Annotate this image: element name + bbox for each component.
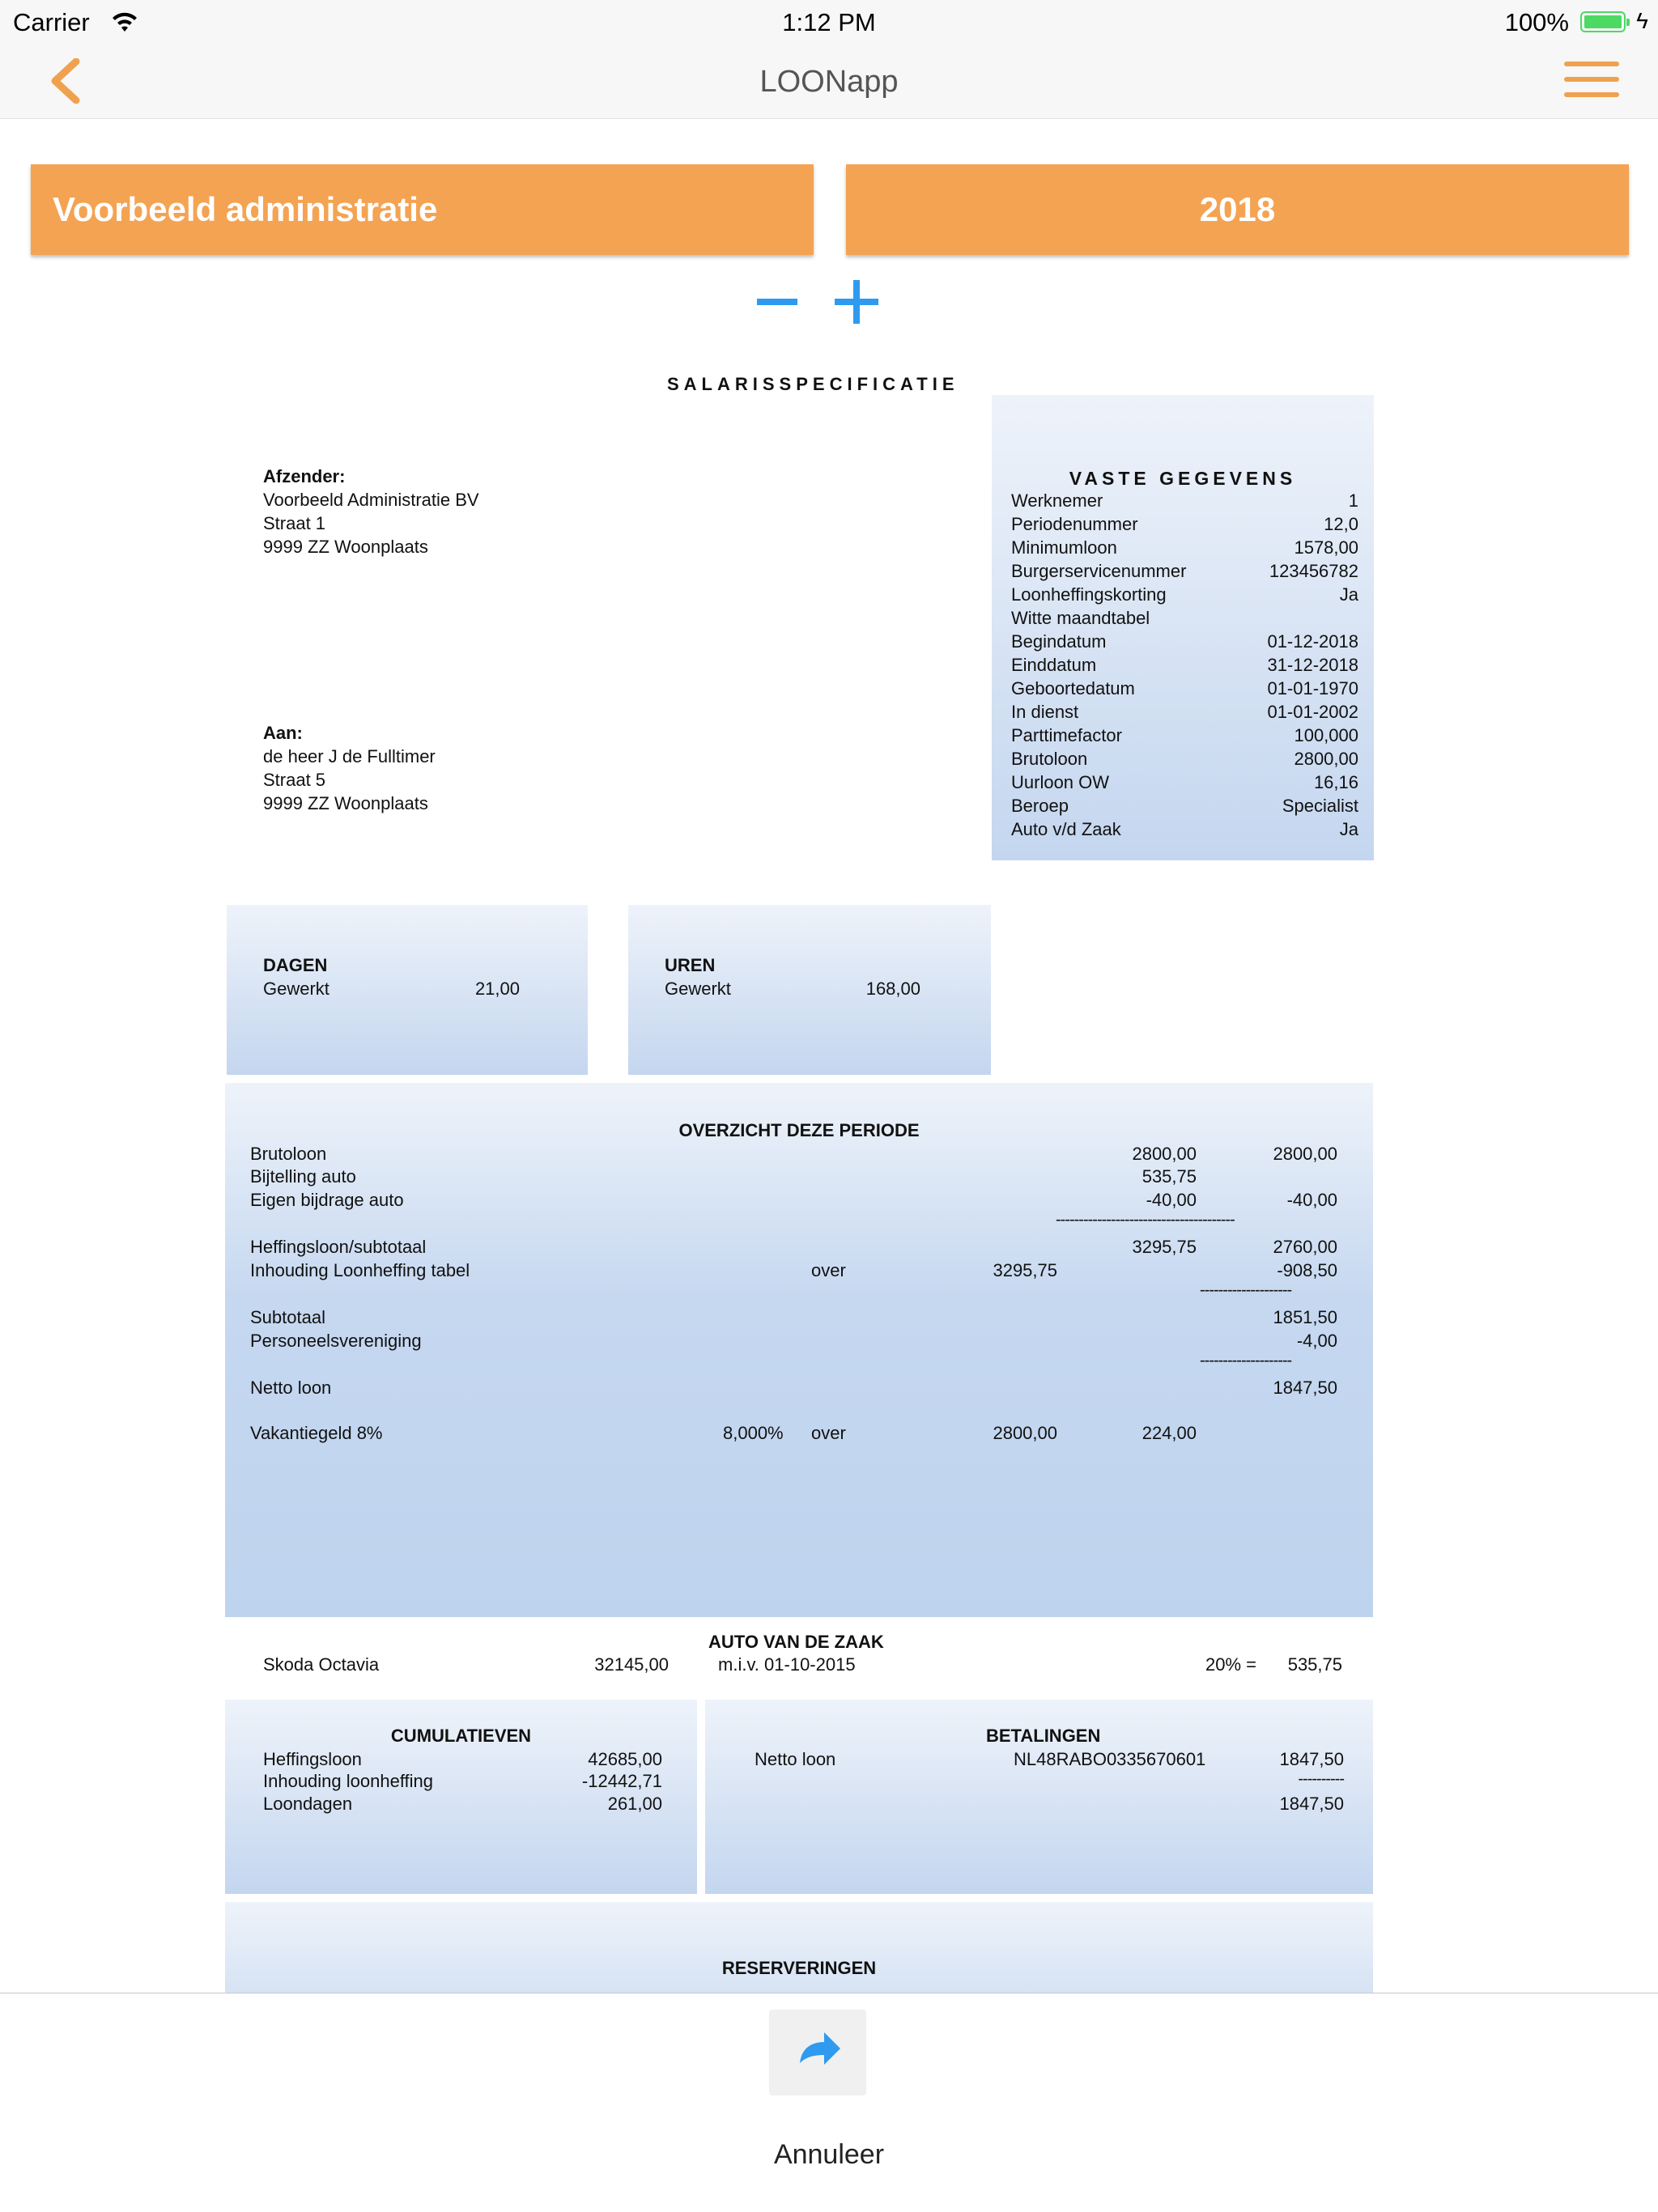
company-car-pct: 20% = bbox=[1205, 1654, 1256, 1675]
fixed-data-value: Specialist bbox=[1282, 796, 1358, 816]
hours-label: Gewerkt bbox=[665, 979, 731, 999]
fixed-data-label: Loonheffingskorting bbox=[1011, 584, 1167, 605]
fixed-data-value: 1578,00 bbox=[1294, 537, 1358, 558]
cancel-button[interactable]: Annuleer bbox=[773, 2139, 885, 2170]
inhouding-base: 3295,75 bbox=[993, 1260, 1057, 1280]
separator-line: -------------------- bbox=[1200, 1281, 1292, 1299]
fixed-data-label: Parttimefactor bbox=[1011, 725, 1122, 745]
cumulative-label: Heffingsloon bbox=[263, 1749, 362, 1769]
vakantiegeld-c1: 224,00 bbox=[1141, 1423, 1197, 1443]
fixed-data-label: Werknemer bbox=[1011, 490, 1103, 511]
fixed-data-value: 123456782 bbox=[1269, 561, 1358, 581]
company-car-heading: AUTO VAN DE ZAAK bbox=[708, 1632, 884, 1652]
payments-iban: NL48RABO0335670601 bbox=[1014, 1749, 1206, 1769]
battery-percent: 100% bbox=[1504, 8, 1569, 36]
fixed-data-value: Ja bbox=[1339, 584, 1358, 605]
fixed-data-label: Auto v/d Zaak bbox=[1011, 819, 1121, 839]
fixed-data-value: 1 bbox=[1348, 490, 1358, 511]
recipient-line: 9999 ZZ Woonplaats bbox=[263, 793, 428, 813]
plus-icon[interactable] bbox=[828, 274, 885, 330]
cumulative-value: 261,00 bbox=[607, 1794, 662, 1814]
minus-icon[interactable] bbox=[749, 274, 806, 330]
payments-label: Netto loon bbox=[755, 1749, 836, 1769]
status-bar bbox=[0, 0, 1658, 44]
cumulative-heading: CUMULATIEVEN bbox=[390, 1726, 532, 1746]
fixed-data-label: Geboortedatum bbox=[1011, 678, 1135, 698]
fixed-data-label: Beroep bbox=[1011, 796, 1069, 816]
fixed-data-label: Einddatum bbox=[1011, 655, 1097, 675]
share-button[interactable] bbox=[769, 2010, 866, 2095]
heffingsloon-label: Heffingsloon/subtotaal bbox=[250, 1237, 427, 1257]
personeel-c2: -4,00 bbox=[1296, 1331, 1337, 1351]
page-title: LOONapp bbox=[759, 65, 899, 99]
fixed-data-label: Begindatum bbox=[1011, 631, 1107, 652]
company-car-since: m.i.v. 01-10-2015 bbox=[718, 1654, 856, 1675]
fixed-data-label: Brutoloon bbox=[1011, 749, 1088, 769]
administration-selector-button[interactable]: Voorbeeld administratie bbox=[31, 164, 814, 255]
subtotaal-c2: 1851,50 bbox=[1273, 1307, 1337, 1327]
bottom-toolbar bbox=[0, 1993, 1658, 2212]
bijtelling-label: Bijtelling auto bbox=[250, 1166, 356, 1187]
heffingsloon-c2: 2760,00 bbox=[1273, 1237, 1337, 1257]
company-car-model: Skoda Octavia bbox=[263, 1654, 380, 1675]
period-heading: OVERZICHT DEZE PERIODE bbox=[678, 1120, 920, 1140]
hamburger-menu-icon[interactable] bbox=[1564, 62, 1619, 99]
hours-value: 168,00 bbox=[865, 979, 920, 999]
fixed-data-panel bbox=[992, 395, 1374, 860]
separator-line: --------------------------------------- bbox=[1056, 1211, 1235, 1229]
vakantiegeld-over: over bbox=[811, 1423, 846, 1443]
payments-heading: BETALINGEN bbox=[986, 1726, 1101, 1746]
cumulative-value: -12442,71 bbox=[581, 1771, 662, 1791]
inhouding-label: Inhouding Loonheffing tabel bbox=[250, 1260, 470, 1280]
brutoloon-label: Brutoloon bbox=[250, 1144, 327, 1164]
reserves-panel bbox=[225, 1902, 1373, 1993]
separator-line: -------------------- bbox=[1200, 1352, 1292, 1369]
fixed-data-value: 16,16 bbox=[1313, 772, 1358, 792]
separator-line: ---------- bbox=[1298, 1770, 1344, 1788]
payslip-document bbox=[0, 348, 1658, 1993]
navigation-bar bbox=[0, 44, 1658, 119]
cumulative-value: 42685,00 bbox=[588, 1749, 662, 1769]
clock: 1:12 PM bbox=[782, 8, 876, 36]
carrier-label: Carrier bbox=[13, 8, 90, 36]
fixed-data-label: Periodenummer bbox=[1011, 514, 1138, 534]
fixed-data-value: Ja bbox=[1339, 819, 1358, 839]
cumulative-label: Loondagen bbox=[263, 1794, 353, 1814]
brutoloon-c1: 2800,00 bbox=[1132, 1144, 1197, 1164]
sender-line: 9999 ZZ Woonplaats bbox=[263, 537, 428, 557]
cumulative-label: Inhouding loonheffing bbox=[263, 1771, 434, 1791]
fixed-data-value: 100,000 bbox=[1294, 725, 1358, 745]
vakantiegeld-pct: 8,000% bbox=[723, 1423, 784, 1443]
days-heading: DAGEN bbox=[263, 955, 328, 975]
recipient-heading: Aan: bbox=[263, 723, 303, 743]
year-selector-button[interactable]: 2018 bbox=[846, 164, 1629, 255]
brutoloon-c2: 2800,00 bbox=[1273, 1144, 1337, 1164]
payslip-title: SALARISSPECIFICATIE bbox=[667, 374, 959, 394]
fixed-data-label: Minimumloon bbox=[1011, 537, 1117, 558]
fixed-data-label: Uurloon OW bbox=[1011, 772, 1110, 792]
fixed-data-value: 12,0 bbox=[1324, 514, 1358, 534]
sender-line: Straat 1 bbox=[263, 513, 326, 533]
hours-heading: UREN bbox=[665, 955, 716, 975]
netto-label: Netto loon bbox=[250, 1378, 332, 1398]
vakantiegeld-label: Vakantiegeld 8% bbox=[250, 1423, 383, 1443]
eigen-bijdrage-c2: -40,00 bbox=[1286, 1190, 1337, 1210]
inhouding-over: over bbox=[811, 1260, 846, 1280]
heffingsloon-c1: 3295,75 bbox=[1132, 1237, 1197, 1257]
fixed-data-heading: VASTE GEGEVENS bbox=[1069, 468, 1297, 489]
fixed-data-value: 01-01-2002 bbox=[1267, 702, 1358, 722]
payments-total: 1847,50 bbox=[1279, 1794, 1344, 1814]
fixed-data-value: 2800,00 bbox=[1294, 749, 1358, 769]
subtotaal-label: Subtotaal bbox=[250, 1307, 325, 1327]
sender-line: Voorbeeld Administratie BV bbox=[263, 490, 479, 510]
fixed-data-value: 31-12-2018 bbox=[1267, 655, 1358, 675]
sender-heading: Afzender: bbox=[263, 466, 346, 486]
inhouding-c2: -908,50 bbox=[1277, 1260, 1337, 1280]
bijtelling-c1: 535,75 bbox=[1141, 1166, 1197, 1187]
vakantiegeld-base: 2800,00 bbox=[993, 1423, 1057, 1443]
fixed-data-value: 01-01-1970 bbox=[1267, 678, 1358, 698]
eigen-bijdrage-c1: -40,00 bbox=[1146, 1190, 1197, 1210]
netto-c2: 1847,50 bbox=[1273, 1378, 1337, 1398]
payments-amount: 1847,50 bbox=[1279, 1749, 1344, 1769]
days-value: 21,00 bbox=[474, 979, 520, 999]
company-car-amount: 535,75 bbox=[1287, 1654, 1342, 1675]
recipient-line: Straat 5 bbox=[263, 770, 326, 790]
eigen-bijdrage-label: Eigen bijdrage auto bbox=[250, 1190, 404, 1210]
personeel-label: Personeelsvereniging bbox=[250, 1331, 422, 1351]
company-car-price: 32145,00 bbox=[594, 1654, 669, 1675]
fixed-data-label: Burgerservicenummer bbox=[1011, 561, 1187, 581]
fixed-data-label: Witte maandtabel bbox=[1011, 608, 1150, 628]
days-label: Gewerkt bbox=[263, 979, 329, 999]
battery-icon bbox=[1580, 11, 1626, 32]
recipient-line: de heer J de Fulltimer bbox=[263, 746, 436, 766]
fixed-data-label: In dienst bbox=[1011, 702, 1079, 722]
fixed-data-value: 01-12-2018 bbox=[1267, 631, 1358, 652]
share-arrow-icon bbox=[769, 2010, 866, 2095]
reserves-heading: RESERVERINGEN bbox=[721, 1958, 877, 1978]
charging-bolt-icon: ϟ bbox=[1636, 8, 1648, 33]
